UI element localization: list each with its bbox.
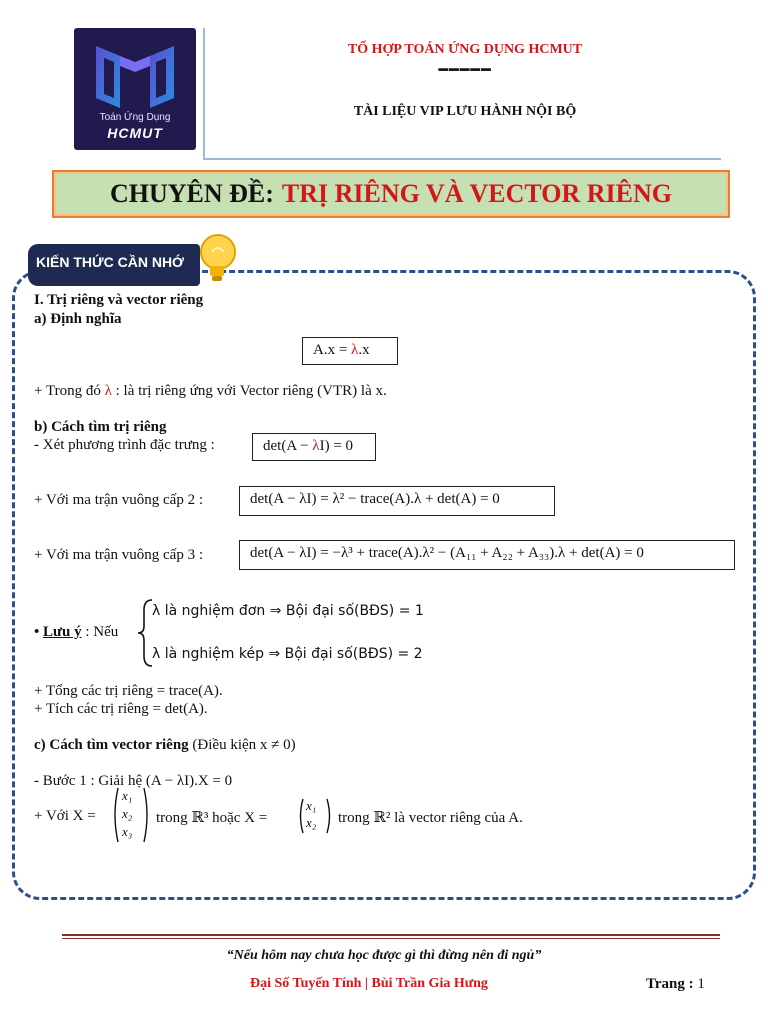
vec-entry: x₂ [122,806,133,821]
note-multiplicity [34,624,118,641]
note-text: : Nếu [81,624,119,640]
formula-text: I) = 0 [319,438,354,454]
with-x-label: + Với X = [34,808,96,824]
heading-definition: a) Định nghĩa [34,311,122,327]
vector-2d [298,797,332,835]
case-simple-root: λ là nghiệm đơn ⇒ Bội đại số(BĐS) = 1 [152,603,424,619]
formula-text: A.x = [313,342,352,358]
footer-quote: “Nếu hôm nay chưa học được gì thì đừng nên đi ngủ” [226,948,542,963]
heading-section-1: I. Trị riêng và vector riêng [34,292,204,308]
definition-formula [302,337,398,365]
bullet: • [34,624,44,640]
note-text: + Trong đó [34,383,105,399]
section-tag-label: KIẾN THỨC CẦN NHỚ [36,254,184,270]
header-dashes: ━━━━━ [438,62,492,79]
sum-eigenvalues: + Tổng các trị riêng = trace(A). [34,683,223,699]
in-r3-text: trong ℝ³ hoặc X = [156,810,268,826]
topic-title-box [52,170,730,218]
find-eigenvectors-heading [34,737,296,754]
vec-entry: x₃ [122,824,133,839]
heading-find-eigenvalues: b) Cách tìm trị riêng [34,419,167,435]
order3-formula: det(A − λI) = −λ³ + trace(A).λ² − (A₁₁ + A₂₂ + A₃₃).λ + det(A) = 0 [239,540,735,570]
lambda-note [34,383,387,400]
heading-text: c) Cách tìm vector riêng [34,737,189,753]
vec-entry: x₁ [306,798,317,813]
product-eigenvalues: + Tích các trị riêng = det(A). [34,701,208,717]
footer-rule-thin [62,938,720,939]
lightbulb-icon [186,228,242,290]
char-equation-formula [252,433,376,461]
vector-3d [112,786,150,844]
lambda-symbol: λ [104,383,112,399]
topic-title-prefix: CHUYÊN ĐỀ: [109,179,274,208]
step-1: - Bước 1 : Giải hệ (A − λI).X = 0 [34,773,233,789]
formula-text: det(A − [263,438,313,454]
order2-formula: det(A − λI) = λ² − trace(A).λ + det(A) = 0 [239,486,555,516]
header-subtitle: TÀI LIỆU VIP LƯU HÀNH NỘI BỘ [353,104,577,119]
header-divider-vertical [203,28,205,160]
order3-label: + Với ma trận vuông cấp 3 : [34,547,203,563]
footer-rule [62,934,720,936]
condition-text: (Điều kiện x ≠ 0) [188,737,296,753]
formula-text: .x [358,342,370,358]
page-indicator [646,976,705,993]
lambda-symbol: λ [351,342,359,358]
order2-label: + Với ma trận vuông cấp 2 : [34,492,203,508]
note-text: : là trị riêng ứng với Vector riêng (VTR) là x. [111,383,387,399]
vec-entry: x₂ [306,815,317,830]
footer-course: Đại Số Tuyến Tính | Bùi Trần Gia Hưng [250,976,488,991]
org-name: TỔ HỢP TOÁN ỨNG DỤNG HCMUT [347,42,583,57]
logo-text-1: Toán Ứng Dụng [99,112,171,123]
page-number: 1 [697,976,705,992]
in-r2-text: trong ℝ² là vector riêng của A. [338,810,523,826]
logo-text-2: HCMUT [107,125,163,141]
logo [74,28,196,150]
header-divider-horizontal [203,158,721,160]
case-double-root: λ là nghiệm kép ⇒ Bội đại số(BĐS) = 2 [152,646,423,662]
note-label: Lưu ý [43,624,82,640]
vec-entry: x₁ [122,788,133,803]
page-label: Trang : [646,976,694,992]
char-equation-label: - Xét phương trình đặc trưng : [34,437,215,453]
lambda-symbol: λ [312,438,320,454]
topic-title: TRỊ RIÊNG VÀ VECTOR RIÊNG [281,179,673,208]
